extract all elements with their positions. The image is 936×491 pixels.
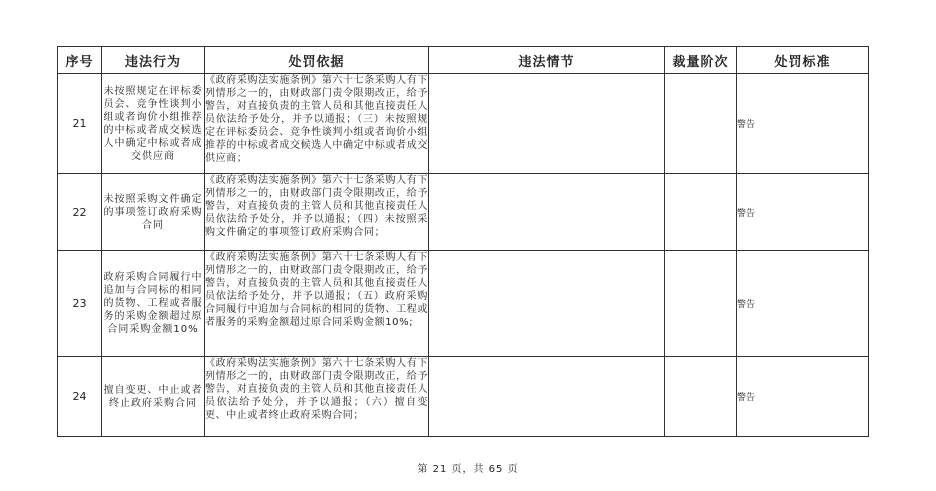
row-basis-text: 《政府采购法实施条例》第六十七条采购人有下列情形之一的，由财政部门责令限期改正，给予警告，对直接负责的主管人员和其他直接责任人员依法给予处分，并予以通报；（五）政府采购合同履行中追加与合同标的相同的货物、工程或者服务的采购金额超过原合同采购金额10%; bbox=[205, 252, 428, 328]
row-circumstance bbox=[429, 174, 665, 251]
row-basis bbox=[205, 251, 429, 357]
table-row bbox=[58, 251, 869, 357]
row-basis-text: 《政府采购法实施条例》第六十七条采购人有下列情形之一的，由财政部门责令限期改正，给予警告，对直接负责的主管人员和其他直接责任人员依法给予处分，并予以通报；（四）未按照采购文件确定的事项签订政府采购合同； bbox=[205, 175, 428, 238]
header-act: 违法行为 bbox=[102, 47, 205, 74]
table-row bbox=[58, 174, 869, 251]
table-row bbox=[58, 74, 869, 174]
row-basis bbox=[205, 174, 429, 251]
row-circumstance bbox=[429, 357, 665, 437]
row-circumstance bbox=[429, 74, 665, 174]
row-act: 未按照采购文件确定的事项签订政府采购合同 bbox=[102, 174, 205, 251]
row-standard: 警告 bbox=[737, 74, 869, 174]
row-basis bbox=[205, 74, 429, 174]
header-row bbox=[58, 47, 869, 74]
row-circumstance bbox=[429, 251, 665, 357]
row-seq: 22 bbox=[58, 174, 102, 251]
row-level bbox=[665, 357, 737, 437]
row-basis-text: 《政府采购法实施条例》第六十七条采购人有下列情形之一的，由财政部门责令限期改正，给予警告，对直接负责的主管人员和其他直接责任人员依法给予处分，并予以通报；（三）未按照规定在评标委员会、竞争性谈判小组或者询价小组推荐的中标或者成交候选人中确定中标或者成交供应商； bbox=[205, 75, 428, 164]
header-basis: 处罚依据 bbox=[205, 47, 429, 74]
row-basis bbox=[205, 357, 429, 437]
row-act: 政府采购合同履行中追加与合同标的相同的货物、工程或者服务的采购金额超过原合同采购金额10% bbox=[102, 251, 205, 357]
row-act: 擅自变更、中止或者终止政府采购合同 bbox=[102, 357, 205, 437]
row-standard: 警告 bbox=[737, 357, 869, 437]
header-seq: 序号 bbox=[58, 47, 102, 74]
row-level bbox=[665, 74, 737, 174]
row-seq: 24 bbox=[58, 357, 102, 437]
header-level: 裁量阶次 bbox=[665, 47, 737, 74]
row-standard: 警告 bbox=[737, 251, 869, 357]
row-basis-text: 《政府采购法实施条例》第六十七条采购人有下列情形之一的，由财政部门责令限期改正，给予警告，对直接负责的主管人员和其他直接责任人员依法给予处分，并予以通报；（六）擅自变更、中止或者终止政府采购合同； bbox=[205, 358, 428, 421]
penalty-table bbox=[57, 46, 869, 437]
row-level bbox=[665, 251, 737, 357]
table-row bbox=[58, 357, 869, 437]
row-seq: 21 bbox=[58, 74, 102, 174]
row-seq: 23 bbox=[58, 251, 102, 357]
row-level bbox=[665, 174, 737, 251]
header-standard: 处罚标准 bbox=[737, 47, 869, 74]
header-circumstance: 违法情节 bbox=[429, 47, 665, 74]
row-act: 未按照规定在评标委员会、竞争性谈判小组或者询价小组推荐的中标或者成交候选人中确定中标或者成交供应商 bbox=[102, 74, 205, 174]
row-standard: 警告 bbox=[737, 174, 869, 251]
page-footer: 第 21 页，共 65 页 bbox=[417, 464, 519, 475]
